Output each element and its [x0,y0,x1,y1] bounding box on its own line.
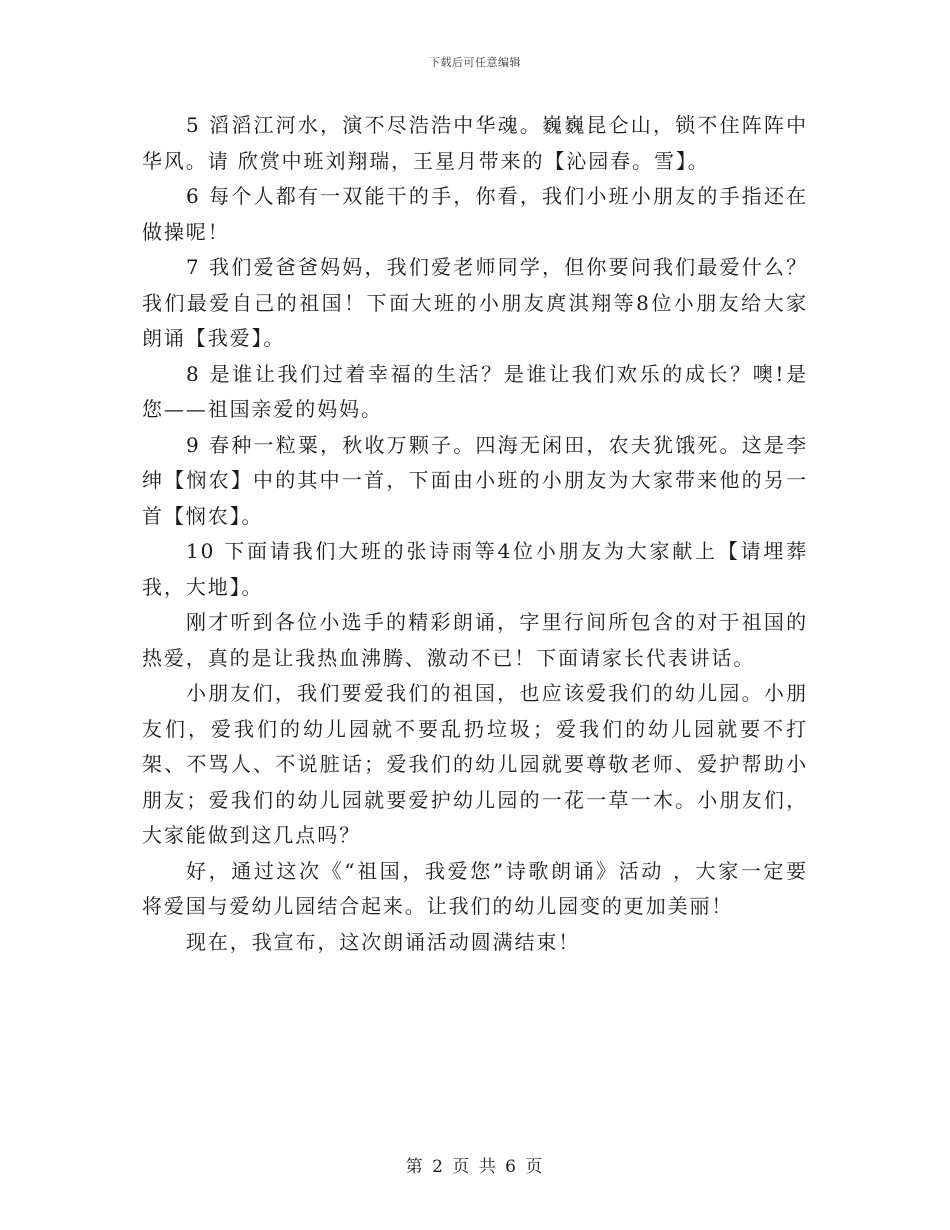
paragraph-item-10: 10 下面请我们大班的张诗雨等4位小朋友为大家献上【请埋葬我，大地】。 [142,539,808,599]
paragraph-item-7: 7 我们爱爸爸妈妈，我们爱老师同学，但你要问我们最爱什么？我们最爱自己的祖国！下面大班的小朋友庹淇翔等8位小朋友给大家朗诵【我爱】。 [142,255,808,350]
page-number-indicator: 第 2 页 共 6 页 [405,1157,545,1177]
page-header-note: 下载后可任意编辑 [429,56,521,69]
paragraph-recitation-comment: 刚才听到各位小选手的精彩朗诵，字里行间所包含的对于祖国的热爱，真的是让我热血沸腾、激动不已！下面请家长代表讲话。 [142,610,808,670]
paragraph-item-9: 9 春种一粒粟，秋收万颗子。四海无闲田，农夫犹饿死。这是李绅【悯农】中的其中一首，下面由小班的小朋友为大家带来他的另一首【悯农】。 [142,432,808,528]
document-body [142,108,808,960]
paragraph-item-5: 5 滔滔江河水，演不尽浩浩中华魂。巍巍昆仑山，锁不住阵阵中华风。请 欣赏中班刘翔瑞，王星月带来的【沁园春。雪】。 [142,113,808,173]
paragraph-closing: 现在，我宣布，这次朗诵活动圆满结束！ [186,929,581,954]
paragraph-item-8: 8 是谁让我们过着幸福的生活？是谁让我们欢乐的成长？噢!是您——祖国亲爱的妈妈。 [142,361,808,421]
paragraph-activity-summary: 好，通过这次《“祖国，我爱您”诗歌朗诵》活动 ，大家一定要将爱国与爱幼儿园结合起来。让我们的幼儿园变的更加美丽！ [142,858,808,918]
paragraph-kindergarten-love: 小朋友们，我们要爱我们的祖国，也应该爱我们的幼儿园。小朋友们，爱我们的幼儿园就不要乱扔垃圾；爱我们的幼儿园就要不打架、不骂人、不说脏话；爱我们的幼儿园就要尊敬老师、爱护帮助小朋友；爱我们的幼儿园就要爱护幼儿园的一花一草一木。小朋友们，大家能做到这几点吗？ [142,681,808,847]
paragraph-item-6: 6 每个人都有一双能干的手，你看，我们小班小朋友的手指还在做操呢！ [142,184,808,244]
